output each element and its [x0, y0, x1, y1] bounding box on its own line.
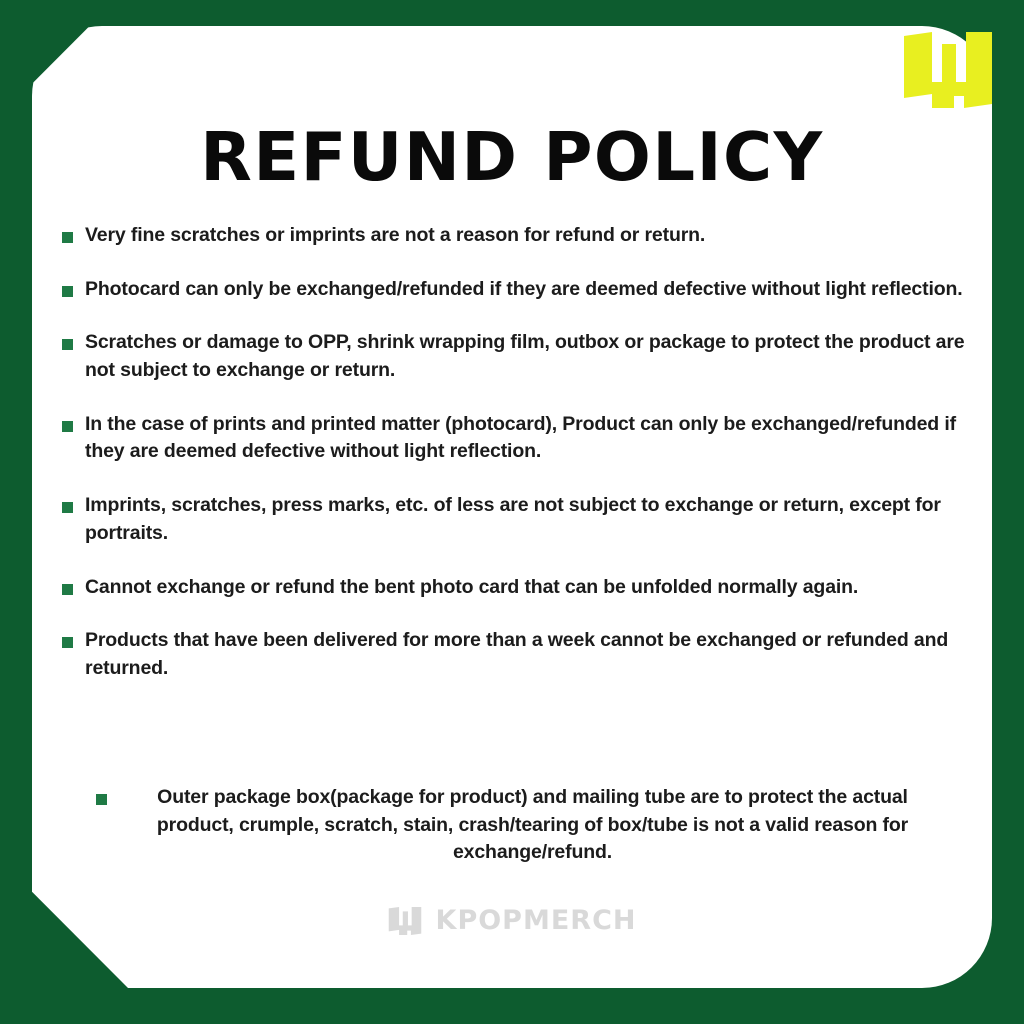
policy-item-text: Photocard can only be exchanged/refunded if they are deemed defective without light reflection.	[85, 277, 963, 300]
bullet-icon	[62, 637, 73, 648]
kpopmerch-m-logo-icon	[902, 30, 994, 110]
footer-brand-name: KPOPMERCH	[435, 905, 637, 936]
policy-list	[62, 222, 972, 709]
policy-item-text: In the case of prints and printed matter (photocard), Product can only be exchanged/refunded if they are deemed defective without light reflection.	[85, 412, 956, 463]
page-title: REFUND POLICY	[200, 118, 824, 196]
policy-item-text: Cannot exchange or refund the bent photo card that can be unfolded normally again.	[85, 575, 859, 598]
bullet-icon	[62, 232, 73, 243]
policy-note-text: Outer package box(package for product) and mailing tube are to protect the actual product, crumple, scratch, stain, crash/tearing of box/tube is not a valid reason for exchange/refund.	[156, 786, 909, 864]
bullet-icon	[62, 584, 73, 595]
kpopmerch-m-logo-icon	[388, 906, 422, 936]
list-item	[62, 574, 972, 602]
bullet-icon	[62, 339, 73, 350]
bullet-icon	[62, 502, 73, 513]
bullet-icon	[62, 421, 73, 432]
list-item	[62, 276, 972, 304]
policy-note	[96, 784, 946, 867]
list-item	[62, 222, 972, 250]
bullet-icon	[96, 794, 107, 805]
policy-item-text: Products that have been delivered for more than a week cannot be exchanged or refunded and returned.	[85, 629, 949, 679]
list-item	[62, 627, 972, 682]
list-item	[62, 492, 972, 547]
footer-branding	[0, 905, 1024, 936]
bullet-icon	[62, 286, 73, 297]
list-item	[62, 329, 972, 384]
policy-item-text: Imprints, scratches, press marks, etc. of less are not subject to exchange or return, except for portraits.	[85, 494, 941, 544]
list-item	[62, 411, 972, 466]
policy-item-text: Scratches or damage to OPP, shrink wrapping film, outbox or package to protect the product are not subject to exchange or return.	[85, 331, 965, 382]
policy-item-text: Very fine scratches or imprints are not a reason for refund or return.	[85, 224, 706, 246]
